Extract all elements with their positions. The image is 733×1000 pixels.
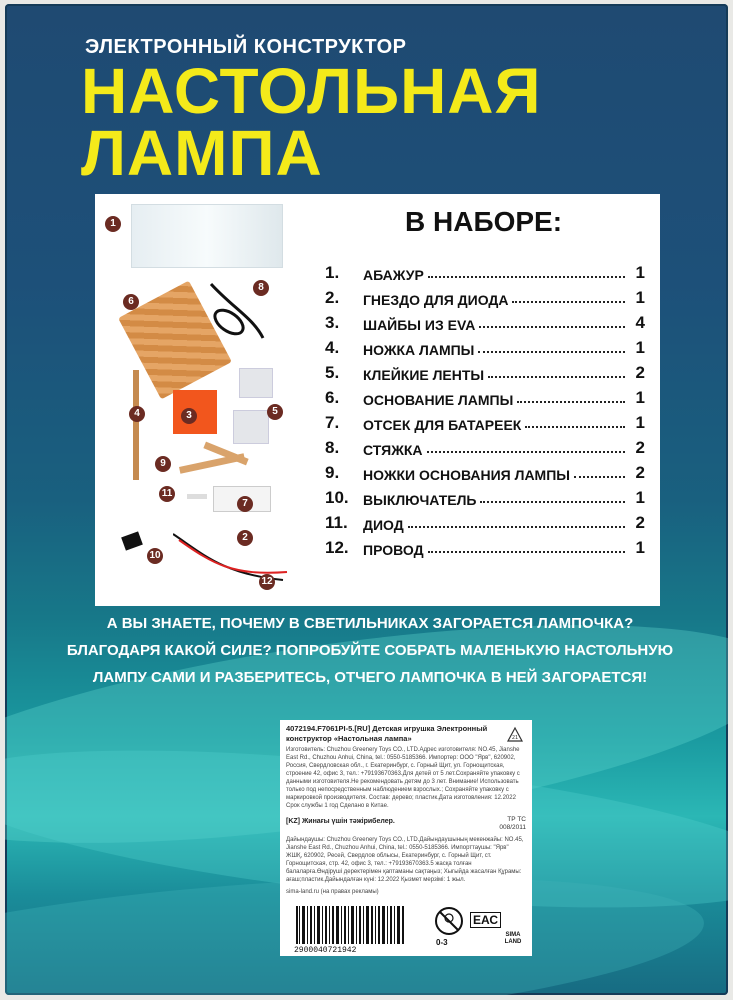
list-item [325, 433, 645, 458]
dot-leader [480, 501, 625, 503]
tr-ts-mark: ТР ТС 008/2011 [499, 816, 526, 831]
dot-leader [408, 526, 625, 528]
item-quantity: 1 [635, 488, 645, 507]
list-item [325, 483, 645, 508]
item-quantity: 1 [635, 288, 645, 307]
part-badge-8: 8 [253, 280, 269, 296]
item-number: 1. [325, 263, 340, 282]
item-name: НОЖКИ ОСНОВАНИЯ ЛАМПЫ [363, 467, 570, 483]
dot-leader [478, 351, 625, 353]
list-item [325, 358, 645, 383]
list-item [325, 533, 645, 558]
item-quantity: 1 [635, 538, 645, 557]
item-number: 8. [325, 438, 340, 457]
item-number: 2. [325, 288, 340, 307]
item-quantity: 1 [635, 413, 645, 432]
item-number: 10. [325, 488, 349, 507]
label-website: sima-land.ru (на правах рекламы) [286, 889, 379, 895]
item-number: 4. [325, 338, 340, 357]
switch-image [121, 531, 143, 550]
barcode [294, 906, 406, 948]
part-badge-7: 7 [237, 496, 253, 512]
label-ru-text: Изготовитель: Chuzhou Greenery Toys CO., LTD.Адрес изготовителя: NO.45, Jianshe East Rd., Chuzhou Anhui, China, tel.: 0550-5185366. Импортер: ООО "Ярв", 620902, Россия, Свердловская обл., г. Екатеринбург, с. Горный Щит, ул. Горнощитская, строение 42, офис 3, тел.: +79193670363.Для детей от 5 лет.Сохраняйте упаковку с данными изготовителя.Не рекомендовать детям до 3 лет. Внимание! Использовать только под непосредственным наблюдением взрослых.; Сохраняйте упаковку с маркировкой производителя. Состав: дерево; пластик.Дата изготовления: 12.2022 Срок службы 1 год Сделано в Китае. [286, 747, 520, 809]
age-warning-icon [434, 906, 464, 936]
part-badge-6: 6 [123, 294, 139, 310]
item-name: ВЫКЛЮЧАТЕЛЬ [363, 492, 477, 508]
product-title-line2: ЛАМПА [81, 117, 323, 189]
product-subtitle: ЭЛЕКТРОННЫЙ КОНСТРУКТОР [85, 36, 407, 58]
item-name: ОТСЕК ДЛЯ БАТАРЕЕК [363, 417, 522, 433]
item-name: КЛЕЙКИЕ ЛЕНТЫ [363, 367, 485, 383]
part-badge-1: 1 [105, 216, 121, 232]
list-item [325, 508, 645, 533]
item-quantity: 2 [635, 363, 645, 382]
item-name: ДИОД [363, 517, 404, 533]
item-quantity: 2 [635, 513, 645, 532]
item-number: 3. [325, 313, 340, 332]
contents-list [325, 258, 645, 558]
item-name: ШАЙБЫ ИЗ EVA [363, 317, 476, 333]
lampshade-image [131, 204, 283, 268]
list-item [325, 258, 645, 283]
dot-leader [574, 476, 625, 478]
dot-leader [512, 301, 625, 303]
item-name: СТЯЖКА [363, 442, 423, 458]
item-number: 6. [325, 388, 340, 407]
item-number: 12. [325, 538, 349, 557]
sima-land-logo: SIMA LAND [504, 932, 522, 945]
item-name: ОСНОВАНИЕ ЛАМПЫ [363, 392, 514, 408]
part-badge-4: 4 [129, 406, 145, 422]
adhesive-tapes-image [233, 410, 269, 444]
item-quantity: 2 [635, 438, 645, 457]
age-mark: 0-3 [436, 938, 448, 947]
item-number: 5. [325, 363, 340, 382]
list-item [325, 333, 645, 358]
dot-leader [525, 426, 625, 428]
item-name: ПРОВОД [363, 542, 424, 558]
dot-leader [488, 376, 625, 378]
kit-contents-panel [95, 194, 660, 606]
dot-leader [427, 451, 626, 453]
part-badge-9: 9 [155, 456, 171, 472]
dot-leader [428, 276, 625, 278]
diode-image [187, 494, 207, 499]
package-back [5, 4, 728, 995]
dot-leader [517, 401, 625, 403]
product-info-label [280, 720, 532, 956]
list-item [325, 383, 645, 408]
item-name: ГНЕЗДО ДЛЯ ДИОДА [363, 292, 509, 308]
label-title: 4072194.F7061PI-5.[RU] Детская игрушка Электронный конструктор «Настольная лампа» [286, 724, 488, 743]
item-quantity: 2 [635, 463, 645, 482]
wire-image [173, 514, 293, 584]
label-kz-text: Дайындаушы: Chuzhou Greenery Toys CO., LTD.Дайындаушының мекенжайы: NO.45, Jianshe East Rd., Chuzhou Anhui, China, tel.: 0550-5185366. Импорттаушы: "Ярв" ЖШҚ, 620902, Ресей, Свердлов облысы, Екатеринбург, с. Горный Щит, ст. Горнощитская, стр. 42, офис 3, тел.: +79193670363.5 жасқа толған балаларға.Өндіруші деректерімен қаптаманы сақтаңыз; Хыгыйда жасалған Құрамы: ағаш;пластик.Дайындалған күні: 12.2022 Қызмет мерзімі: 1 жыл. [286, 837, 524, 883]
product-title-line1: НАСТОЛЬНАЯ [81, 55, 542, 127]
contents-heading: В НАБОРЕ: [405, 206, 563, 237]
dot-leader [428, 551, 625, 553]
item-quantity: 4 [635, 313, 645, 332]
item-name: АБАЖУР [363, 267, 424, 283]
question-text: А ВЫ ЗНАЕТЕ, ПОЧЕМУ В СВЕТИЛЬНИКАХ ЗАГОРАЕТСЯ ЛАМПОЧКА? БЛАГОДАРЯ КАКОЙ СИЛЕ? ПОПРОБУЙТЕ СОБРАТЬ МАЛЕНЬКУЮ НАСТОЛЬНУЮ ЛАМПУ САМИ И РАЗБЕРИТЕСЬ, ОТЧЕГО ЛАМПОЧКА В НЕЙ ЗАГОРАЕТСЯ! [66, 615, 674, 686]
part-badge-2: 2 [237, 530, 253, 546]
list-item [325, 408, 645, 433]
part-badge-12: 12 [259, 574, 275, 590]
recycle-number: 21 [511, 735, 519, 741]
part-badge-3: 3 [181, 408, 197, 424]
eac-mark: ЕАС [470, 912, 501, 928]
item-number: 7. [325, 413, 340, 432]
list-item [325, 283, 645, 308]
product-title [81, 55, 542, 189]
dot-leader [479, 326, 625, 328]
list-item [325, 458, 645, 483]
recycle-icon [506, 726, 524, 744]
part-badge-10: 10 [147, 548, 163, 564]
item-number: 9. [325, 463, 340, 482]
barcode-number: 2900040721942 [294, 946, 357, 955]
part-badge-11: 11 [159, 486, 175, 502]
label-kz-title: [KZ] Жинағы үшін тәжірибелер. [286, 818, 395, 825]
item-number: 11. [325, 513, 348, 532]
item-quantity: 1 [635, 263, 645, 282]
item-name: НОЖКА ЛАМПЫ [363, 342, 475, 358]
item-quantity: 1 [635, 338, 645, 357]
lamp-leg-image [133, 370, 139, 480]
item-quantity: 1 [635, 388, 645, 407]
part-badge-5: 5 [267, 404, 283, 420]
list-item [325, 308, 645, 333]
adhesive-tapes-image [239, 368, 273, 398]
